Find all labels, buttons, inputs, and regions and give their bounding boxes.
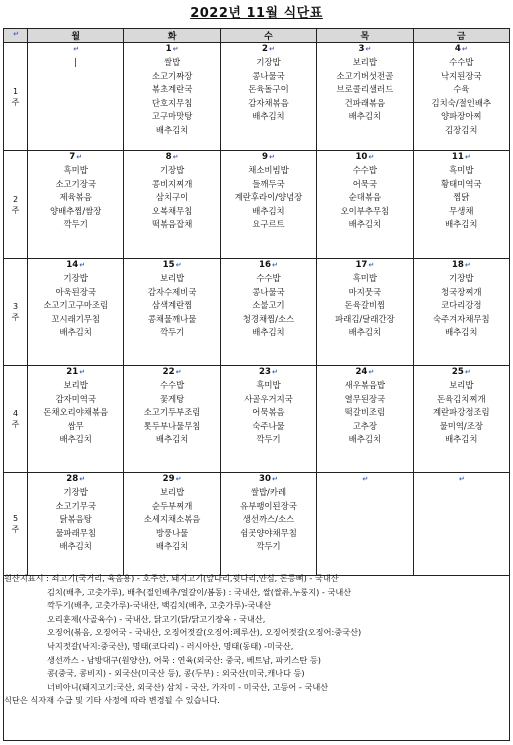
return-mark: ↵ [368, 368, 375, 376]
return-mark: ↵ [362, 475, 369, 483]
menu-item: 김치숙/절인배추 [431, 97, 491, 108]
day-cell [317, 43, 413, 151]
menu-item: 쌀밥 [163, 57, 181, 67]
return-mark: ↵ [79, 261, 86, 269]
week-label-part: 5 [12, 514, 19, 523]
day-cell [124, 259, 220, 366]
day-date: 4↵ [454, 44, 468, 54]
header-wed: 수 [220, 29, 316, 43]
return-mark: ↵ [368, 153, 375, 161]
day-cell [317, 259, 413, 366]
menu-item: 계란후라이/양념장 [234, 192, 303, 203]
menu-item: 무생채 [449, 205, 474, 216]
day-cell [124, 43, 220, 151]
menu-item: 소고기고구마조림 [43, 300, 109, 311]
header-thu: 목 [317, 29, 413, 43]
day-date: 3↵ [358, 44, 372, 54]
return-mark: ↵ [79, 475, 86, 483]
menu-item: 쌈무 [67, 420, 84, 431]
menu-item: 순대볶음 [348, 192, 382, 203]
origin-line: 깍두기(배추, 고춧가루)-국내산, 백김치(배추, 고춧가루)-국내산 [47, 600, 272, 611]
menu-item: 깍두기 [256, 434, 281, 445]
menu-item: 감자채볶음 [248, 97, 289, 108]
header-mon: 월 [28, 29, 124, 43]
menu-item: 제육볶음 [59, 192, 92, 203]
day-date [414, 473, 509, 486]
week-label-part: 2 [12, 194, 19, 204]
week-row [4, 366, 510, 473]
menu-item: 배추김치 [348, 327, 382, 338]
return-mark: ↵ [464, 261, 471, 269]
menu-item: 배추김치 [59, 541, 92, 552]
day-cell [28, 259, 124, 366]
menu-item: 배추김치 [59, 434, 92, 445]
menu-item: 떡볶음잡채 [151, 219, 193, 230]
week-row [4, 259, 510, 366]
menu-item: 깍두기 [159, 327, 185, 338]
menu-item: 보리밥 [159, 273, 185, 283]
menu-item: 배추김치 [155, 541, 189, 552]
menu-item: 쌀밥/카레 [250, 487, 287, 497]
day-cell [28, 366, 124, 473]
menu-item: 열무된장국 [344, 393, 386, 404]
return-mark: ↵ [175, 475, 182, 483]
day-cell [220, 151, 316, 259]
menu-item: 오이부추무침 [340, 205, 390, 216]
menu-item: 어묵국 [352, 178, 377, 189]
origin-line: 원산지표시 : 쇠고기(국거리, 육음용) - 호주산, 돼지고기(앞다리,뒷다리,안심, 돈등뼈) - 국내산 [4, 573, 339, 583]
menu-item: 사골우거지국 [244, 393, 293, 404]
menu-item: | [74, 57, 78, 67]
menu-item: 돈채오리야채볶음 [43, 407, 109, 418]
menu-item: 보리밥 [352, 57, 377, 67]
menu-item: 순두부찌개 [151, 500, 193, 511]
return-mark: ↵ [464, 368, 471, 376]
menu-item: 배추김치 [445, 327, 478, 338]
day-date: 25↵ [451, 367, 471, 377]
day-date: 2↵ [262, 44, 275, 54]
menu-item: 기장밥 [159, 165, 185, 175]
menu-item: 파래김/달래간장 [335, 313, 395, 324]
day-cell [124, 151, 220, 259]
return-mark: ↵ [458, 475, 465, 483]
week-label-part: 주 [11, 420, 20, 429]
menu-item: 보리밥 [159, 487, 185, 497]
menu-item: 꼬시래기무침 [51, 313, 100, 324]
day-cell [413, 473, 509, 576]
menu-item: 청국장찌개 [441, 286, 482, 297]
menu-item: 브로콜리샐러드 [336, 84, 394, 95]
menu-item: 소고기짜장 [151, 70, 193, 81]
menu-item: 흑미밥 [352, 273, 377, 283]
menu-item: 청경채찜/소스 [242, 313, 295, 324]
return-mark: ↵ [368, 261, 375, 269]
page-title: 2022년 11월 식단표 [190, 6, 323, 21]
return-mark: ↵ [175, 368, 182, 376]
menu-item: 수수밥 [256, 273, 281, 283]
menu-item: 방풍나물 [155, 527, 189, 538]
menu-item: 수육 [453, 84, 470, 95]
menu-item: 요구르트 [252, 219, 285, 230]
menu-item: 수수밥 [352, 165, 377, 175]
menu-item: 콩비지찌개 [151, 178, 193, 189]
week-label-part: 3 [12, 302, 19, 311]
menu-item: 소고기두부조림 [143, 407, 201, 418]
return-mark: ↵ [79, 368, 86, 376]
menu-item: 배추김치 [445, 219, 478, 230]
menu-item: 돈육김치찌개 [437, 393, 486, 404]
day-date: 24↵ [355, 367, 375, 377]
origin-line: 너비아니(돼지고기:국산, 외국산) 삼치 - 국산, 가자미 - 미국산, 고등어 - 국내산 [47, 681, 329, 692]
week-label [4, 151, 28, 259]
return-mark: ↵ [269, 45, 275, 53]
menu-item: 숙주겨자채무침 [432, 313, 490, 324]
day-date: 16↵ [259, 260, 278, 270]
day-cell [124, 366, 220, 473]
day-cell [28, 43, 124, 151]
menu-item: 쉼곳양야채무침 [240, 527, 297, 538]
menu-item: 고추장 [352, 420, 377, 431]
menu-item: 배추김치 [445, 434, 478, 445]
menu-item: 소고기무국 [55, 500, 96, 511]
menu-item: 마지뭇국 [348, 286, 382, 297]
menu-item: 물파래무침 [55, 527, 96, 538]
day-date: 18↵ [451, 260, 471, 270]
menu-item: 톳두부나물무침 [143, 420, 201, 431]
return-mark: ↵ [272, 368, 278, 376]
day-cell [317, 366, 413, 473]
week-row [4, 473, 510, 576]
header-tue: 화 [124, 29, 220, 43]
day-date [317, 473, 412, 486]
origin-notice [3, 569, 510, 741]
week-label [4, 473, 28, 576]
day-date: 9↵ [262, 152, 275, 162]
menu-item: 들깨두국 [252, 178, 285, 189]
menu-item: 어묵볶음 [252, 407, 285, 418]
menu-item: 건파래볶음 [344, 97, 386, 108]
return-mark: ↵ [76, 153, 83, 161]
menu-item: 흑미밥 [63, 165, 88, 175]
day-date: 15↵ [162, 260, 182, 270]
menu-item: 깍두기 [63, 219, 88, 230]
menu-item: 콩나물국 [252, 70, 285, 81]
menu-item: 배추김치 [348, 434, 382, 445]
menu-item: 양파장아찌 [441, 111, 482, 122]
menu-item: 배추김치 [348, 219, 382, 230]
menu-item: 오복채무침 [151, 205, 193, 216]
menu-item: 배추김치 [59, 327, 92, 338]
return-mark: ↵ [269, 153, 275, 161]
day-date: 11↵ [451, 152, 471, 162]
return-mark: ↵ [272, 261, 278, 269]
menu-item: 낙지된장국 [441, 70, 482, 81]
menu-item: 깍두기 [256, 541, 281, 552]
menu-item: 배추김치 [252, 205, 285, 216]
menu-item: 꽃게탕 [159, 393, 185, 404]
origin-line: 오징어(볶음, 오징어국 - 국내산, 오징어젓갈(오징어:페루산), 오징어젓갈(오징어:중국산) [47, 627, 362, 638]
week-label [4, 366, 28, 473]
menu-item: 소불고기 [252, 300, 285, 311]
menu-item: 김장김치 [445, 124, 478, 135]
header-fri: 금 [413, 29, 509, 43]
week-label-part: 주 [11, 525, 20, 534]
week-row [4, 151, 510, 259]
menu-item: 배추김치 [252, 327, 285, 338]
week-row [4, 43, 510, 151]
day-cell [220, 259, 316, 366]
menu-item: 배추김치 [155, 124, 189, 135]
day-date: 8↵ [165, 152, 179, 162]
menu-item: 양배추찜/쌈장 [50, 205, 102, 216]
origin-line: 오리훈제(사골육수) - 국내산, 닭고기(닭/닭고기장육 - 국내산, [47, 613, 266, 624]
header-corner: ↵ [4, 29, 28, 43]
day-date: 21↵ [66, 367, 86, 377]
day-date: 29↵ [162, 474, 182, 484]
day-date: 14↵ [66, 260, 86, 270]
menu-item: 수수밥 [159, 380, 185, 390]
week-label-part: 4 [12, 409, 19, 418]
menu-item: 소고기버섯전골 [336, 70, 394, 81]
day-date: 23↵ [259, 367, 278, 377]
menu-item: 코다리강정 [441, 300, 482, 311]
menu-item: 돈육돌구이 [248, 84, 289, 95]
day-cell [317, 473, 413, 576]
day-cell [413, 151, 509, 259]
return-mark: ↵ [461, 45, 468, 53]
menu-item: 보리밥 [449, 380, 474, 390]
menu-item: 유부팽이된장국 [240, 500, 297, 511]
return-mark: ↵ [365, 45, 372, 53]
origin-line: 식단은 식자재 수급 및 기타 사정에 따라 변경될 수 있습니다. [4, 695, 220, 706]
return-mark: ↵ [73, 45, 80, 53]
day-date: 28↵ [66, 474, 86, 484]
menu-item: 아욱된장국 [55, 286, 96, 297]
day-cell [317, 151, 413, 259]
day-cell [413, 366, 509, 473]
menu-item: 삼색계란찜 [151, 300, 193, 311]
menu-item: 배추김치 [155, 434, 189, 445]
origin-line: 생선까스 - 남방대구(원양산), 어묵 : 연육(외국산: 중국, 베트남, 파키스탄 등) [47, 654, 321, 665]
week-label-part: 주 [11, 205, 20, 215]
menu-item: 기장밥 [63, 273, 88, 283]
menu-item: 콩나물국 [252, 286, 285, 297]
menu-item: 기장밥 [63, 487, 88, 497]
menu-item: 기장밥 [449, 273, 474, 283]
menu-item: 소세지채소볶음 [143, 514, 201, 525]
day-date: 22↵ [162, 367, 182, 377]
return-mark: ↵ [172, 45, 179, 53]
week-label-part: 1 [12, 86, 19, 96]
week-label [4, 43, 28, 151]
menu-item: 찜닭 [453, 192, 470, 203]
day-cell [28, 473, 124, 576]
menu-table [3, 28, 510, 576]
return-mark: ↵ [272, 475, 278, 483]
menu-item: 닭볶음탕 [59, 514, 92, 525]
menu-item: 고구마맛탕 [151, 111, 193, 122]
menu-item: 생선까스/소스 [242, 514, 295, 525]
menu-item: 단호지무침 [151, 97, 193, 108]
menu-item: 소고기장국 [55, 178, 96, 189]
day-cell [220, 366, 316, 473]
menu-item: 배추김치 [348, 111, 382, 122]
return-mark: ↵ [175, 261, 182, 269]
menu-item: 숙주나물 [252, 420, 285, 431]
day-cell [413, 43, 509, 151]
day-date: 17↵ [355, 260, 375, 270]
day-cell [413, 259, 509, 366]
menu-item: 황태미역국 [441, 178, 482, 189]
return-mark: ↵ [172, 153, 179, 161]
menu-item: 흑미밥 [256, 380, 281, 390]
menu-item: 감자미역국 [55, 393, 96, 404]
day-date [28, 43, 123, 56]
day-cell [220, 43, 316, 151]
day-date: 30↵ [259, 474, 278, 484]
menu-item: 떡갈비조림 [344, 407, 386, 418]
menu-item: 돈육갈비찜 [344, 300, 386, 311]
menu-item: 계란파강정조림 [432, 407, 490, 418]
menu-item: 물미역/조장 [439, 420, 483, 431]
day-cell [28, 151, 124, 259]
origin-line: 낙지젓갈(낙지:중국산), 명태(코다리) - 러시아산, 명태(동태) -미국산, [47, 640, 294, 651]
menu-item: 배추김치 [252, 111, 285, 122]
day-cell [124, 473, 220, 576]
menu-item: 새우볶음밥 [344, 380, 386, 390]
menu-item: 보리밥 [63, 380, 88, 390]
menu-item: 채소비빔밥 [248, 165, 289, 175]
menu-item: 볶초계란국 [151, 84, 193, 95]
day-date: 7↵ [69, 152, 83, 162]
week-label-part: 주 [11, 313, 20, 322]
menu-item: 흑미밥 [449, 165, 474, 175]
header-row [4, 29, 510, 43]
week-label-part: 주 [11, 97, 20, 107]
menu-item: 수수밥 [449, 57, 474, 67]
menu-item: 기장밥 [256, 57, 281, 67]
origin-line: 콩(중국, 콩비지) - 외국산(미국산 등), 콩(두부) : 외국산(미국,캐나다 등) [47, 668, 305, 679]
day-date: 10↵ [355, 152, 375, 162]
day-cell [220, 473, 316, 576]
origin-line: 김치(배추, 고춧가루), 배추(절인배추/얼갈이/봄동) : 국내산, 쌀(쌀류,누룽지) - 국내산 [47, 586, 352, 597]
week-label [4, 259, 28, 366]
return-mark: ↵ [464, 153, 471, 161]
menu-item: 감자수제비국 [147, 286, 197, 297]
menu-item: 콩채물깨나물 [147, 313, 197, 324]
day-date: 1↵ [165, 44, 179, 54]
menu-item: 삼치구이 [155, 192, 189, 203]
